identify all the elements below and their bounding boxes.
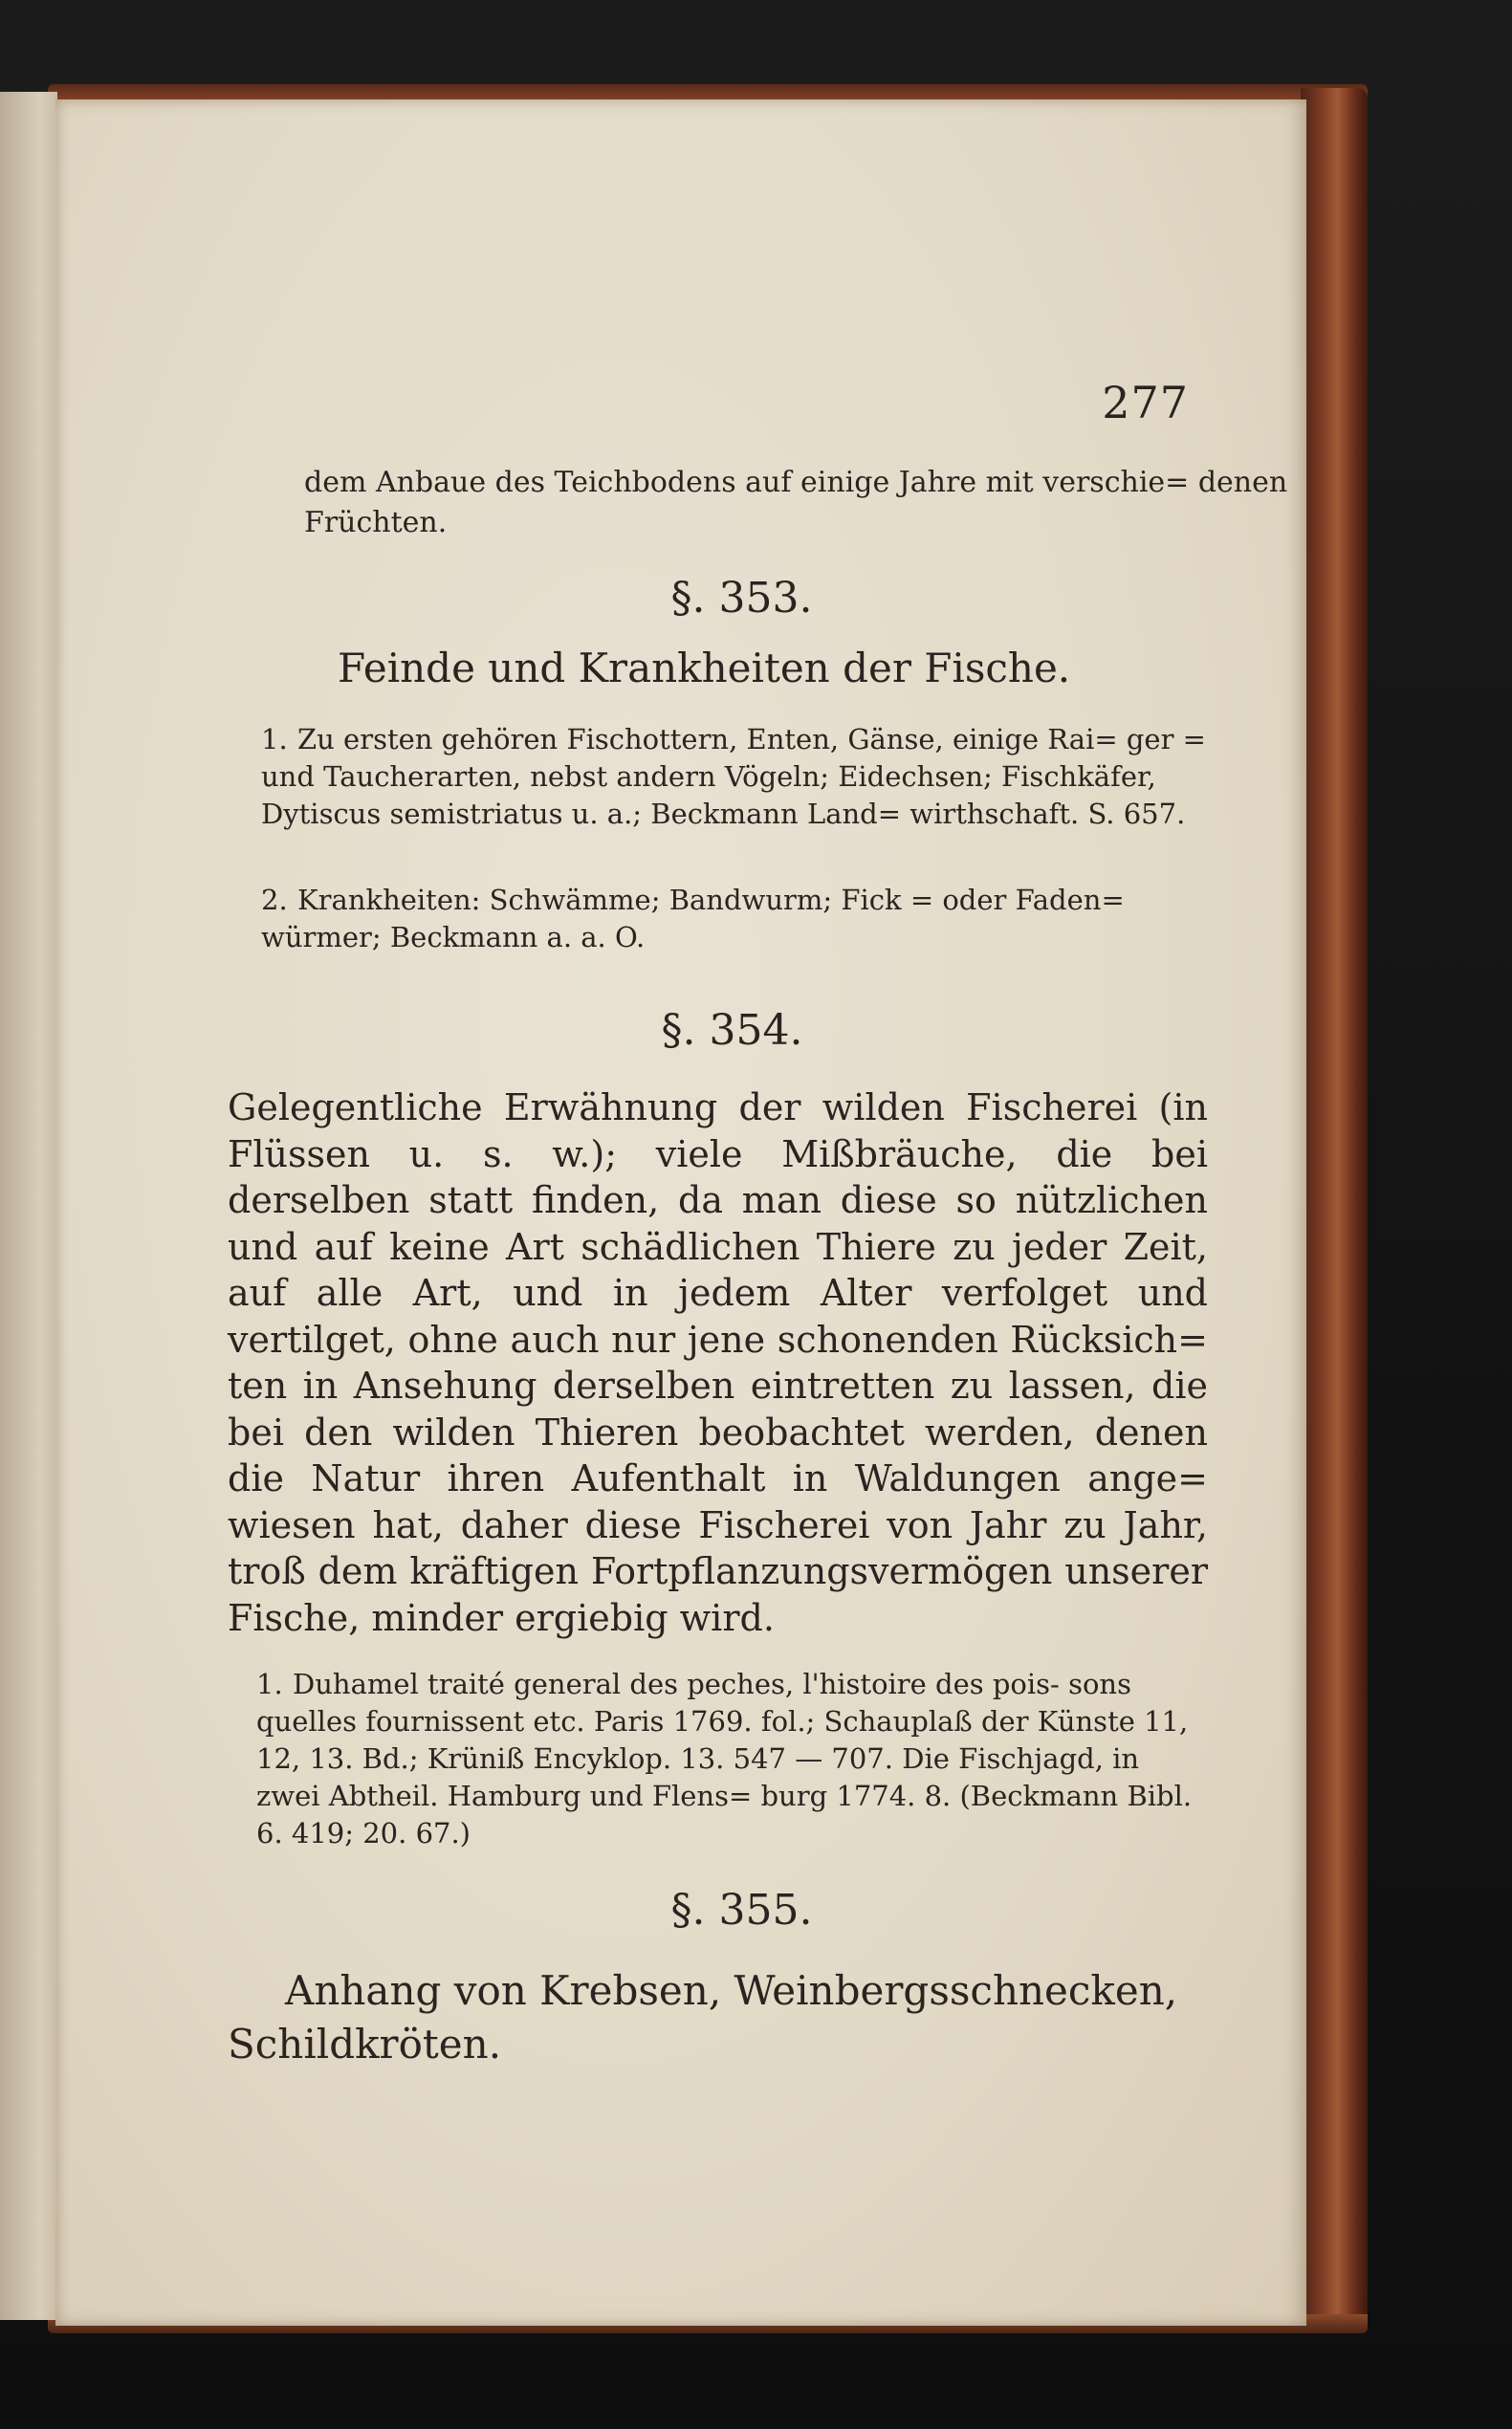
previous-page-edge	[0, 92, 57, 2320]
page-text-block	[170, 262, 1288, 2127]
note-number: 1.	[261, 723, 288, 755]
section-355-title: Anhang von Krebsen, Weinbergsschnecken, Schildkröten.	[228, 1967, 1178, 2068]
note-text: Krankheiten: Schwämme; Bandwurm; Fick = oder Faden= würmer; Beckmann a. a. O.	[261, 884, 1125, 953]
page-number: 277	[1102, 377, 1189, 428]
book-page	[55, 99, 1306, 2326]
section-353-note-2	[261, 882, 1208, 956]
section-354-number: §. 354.	[661, 1006, 803, 1055]
section-354-body: Gelegentliche Erwähnung der wilden Fischerei (in Flüssen u. s. w.); viele Mißbräuche, die bei derselben statt finden, da man diese so nützlichen und auf keine Art schädlichen Thiere zu jeder Zeit, auf alle Art, und in jedem Alter verfolget und vertilget, ohne auch nur jene schonenden Rücksich= ten in Ansehung derselben eintretten zu lassen, die bei den wilden Thieren beobachtet werden, denen die Natur ihren Aufenthalt in Waldungen ange= wiesen hat, daher diese Fischerei von Jahr zu Jahr, troß dem kräftigen Fortpflanzungsvermögen unserer Fische, minder ergiebig wird.	[228, 1086, 1208, 1639]
note-text: Duhamel traité general des peches, l'histoire des pois- sons quelles fournissent etc. Paris 1769. fol.; Schauplaß der Künste 11, 12, 13. Bd.; Krüniß Encyklop. 13. 547 — 707. Die Fischjagd, in zwei Abtheil. Hamburg und Flens= burg 1774. 8. (Beckmann Bibl. 6. 419; 20. 67.)	[256, 1668, 1193, 1849]
note-number: 2.	[261, 884, 288, 916]
book-cover-right-edge	[1301, 88, 1368, 2331]
note-text: Zu ersten gehören Fischottern, Enten, Gänse, einige Rai= ger = und Taucherarten, nebst andern Vögeln; Eidechsen; Fischkäfer, Dytiscus semistriatus u. a.; Beckmann Land= wirthschaft. S. 657.	[261, 723, 1206, 830]
section-353-note-1	[261, 721, 1208, 833]
section-355-number: §. 355.	[670, 1886, 813, 1935]
section-353-number: §. 353.	[670, 574, 813, 623]
note-number: 1.	[256, 1668, 283, 1700]
continuation-text: dem Anbaue des Teichbodens auf einige Jahre mit verschie= denen Früchten.	[304, 466, 1288, 539]
section-354-note-1	[256, 1666, 1208, 1852]
section-353-title: Feinde und Krankheiten der Fische.	[338, 645, 1071, 691]
